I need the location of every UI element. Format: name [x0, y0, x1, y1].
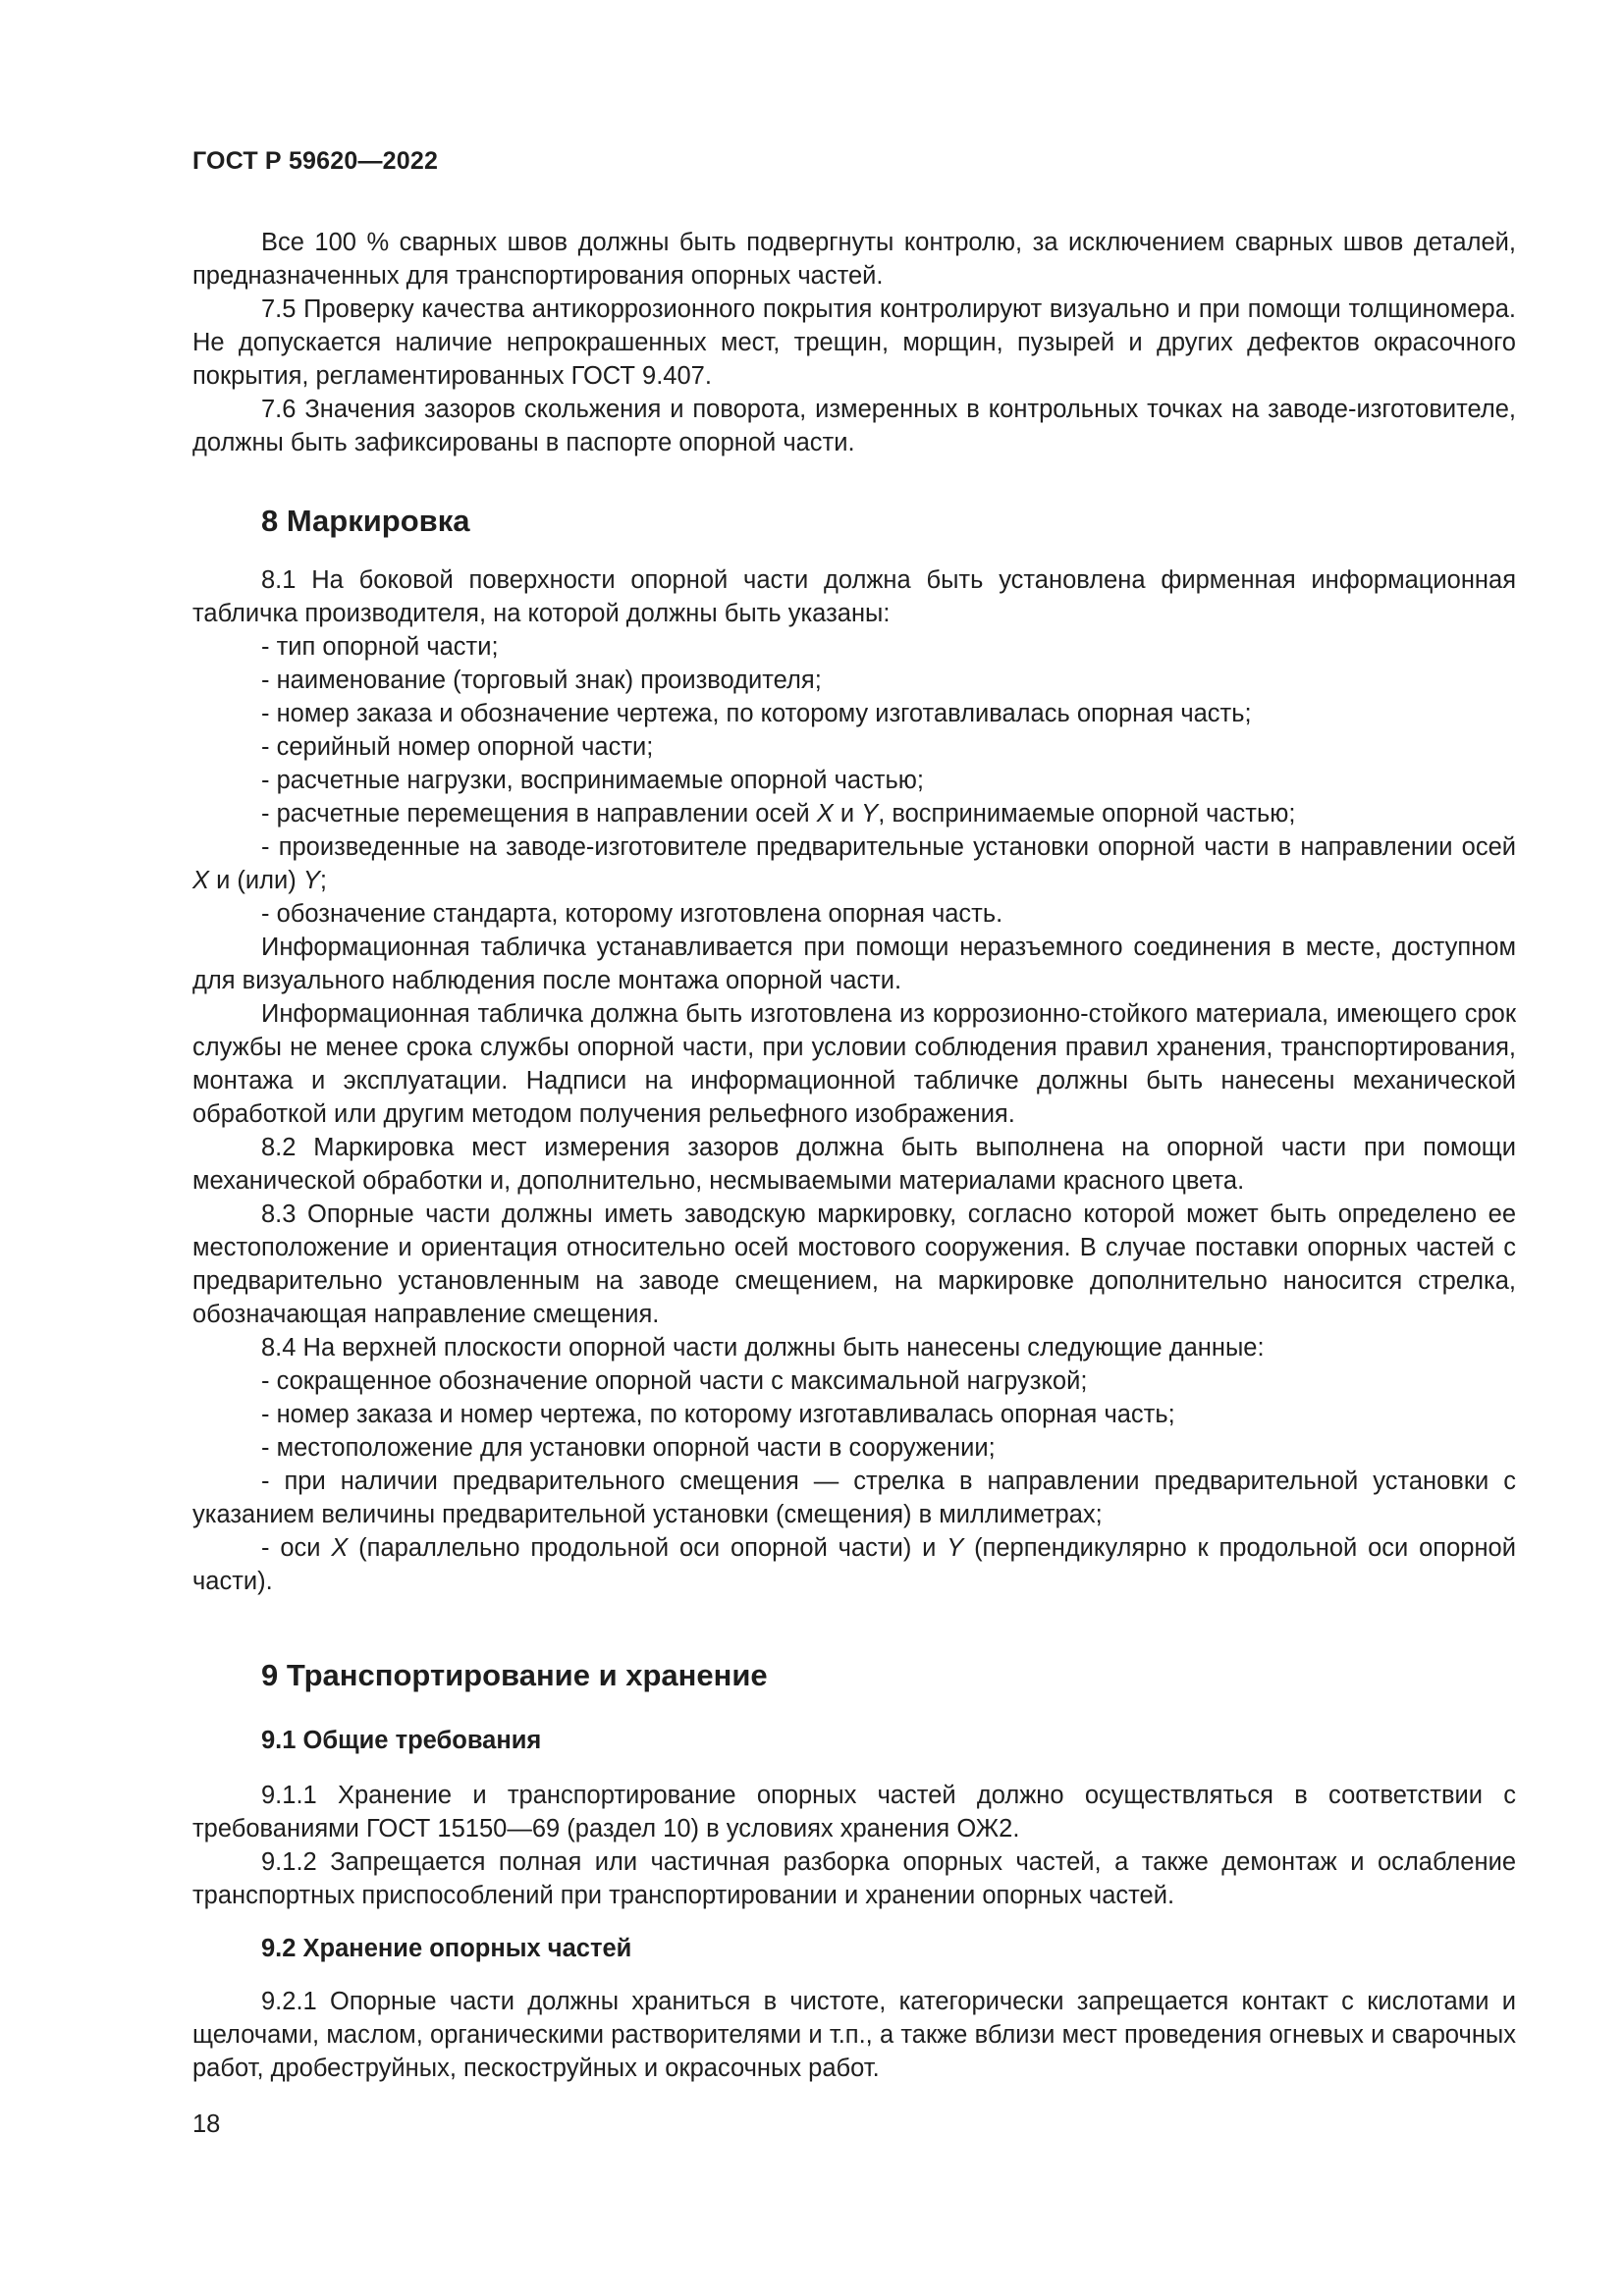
list-item: - местоположение для установки опорной части в сооружении;	[261, 1434, 996, 1462]
section-8-body	[192, 563, 1516, 1598]
document-header: ГОСТ Р 59620—2022	[192, 147, 439, 175]
subsection-9-1-heading-wrap	[192, 1724, 1516, 1757]
section-9-heading-wrap	[192, 1659, 1516, 1692]
section-8-heading: 8 Маркировка	[261, 504, 470, 538]
paragraph: Информационная табличка устанавливается при помощи неразъемного соединения в месте, доступном для визуального наблюдения после монтажа опорной части.	[192, 934, 1516, 994]
list-item: - тип опорной части;	[261, 633, 499, 661]
list-item: - номер заказа и номер чертежа, по которому изготавливалась опорная часть;	[261, 1401, 1175, 1428]
paragraph-8-2: 8.2 Маркировка мест измерения зазоров должна быть выполнена на опорной части при помощи механической обработки и, дополнительно, несмываемыми материалами красного цвета.	[192, 1134, 1516, 1195]
paragraph-7-6: 7.6 Значения зазоров скольжения и поворота, измеренных в контрольных точках на заводе-изготовителе, должны быть зафиксированы в паспорте опорной части.	[192, 396, 1516, 456]
list-item: - наименование (торговый знак) производителя;	[261, 667, 822, 694]
paragraph: Все 100 % сварных швов должны быть подвергнуты контролю, за исключением сварных швов деталей, предназначенных для транспортирования опорных частей.	[192, 229, 1516, 290]
paragraph-8-3: 8.3 Опорные части должны иметь заводскую маркировку, согласно которой может быть определено ее местоположение и ориентация относительно осей мостового сооружения. В случае поставки опорных частей с предварительно установленным на заводе смещением, на маркировке дополнительно наносится стрелка, обозначающая направление смещения.	[192, 1201, 1516, 1328]
subsection-9-1-heading: 9.1 Общие требования	[261, 1727, 542, 1754]
list-item: - сокращенное обозначение опорной части с максимальной нагрузкой;	[261, 1367, 1088, 1395]
subsection-9-2-heading-wrap	[192, 1932, 1516, 1965]
subsection-9-1-body	[192, 1779, 1516, 1912]
paragraph-8-1: 8.1 На боковой поверхности опорной части должна быть установлена фирменная информационная табличка производителя, на которой должны быть указаны:	[192, 566, 1516, 627]
list-item: - при наличии предварительного смещения — стрелка в направлении предварительной установки с указанием величины предварительной установки (смещения) в миллиметрах;	[192, 1468, 1516, 1528]
list-item: - номер заказа и обозначение чертежа, по которому изготавливалась опорная часть;	[261, 700, 1252, 727]
paragraph-7-5: 7.5 Проверку качества антикоррозионного покрытия контролируют визуально и при помощи толщиномера. Не допускается наличие непрокрашенных мест, трещин, морщин, пузырей и других дефектов окрасочного покрытия, регламентированных ГОСТ 9.407.	[192, 295, 1516, 390]
list-item: - обозначение стандарта, которому изготовлена опорная часть.	[261, 900, 1003, 928]
subsection-9-2-heading: 9.2 Хранение опорных частей	[261, 1935, 632, 1962]
subsection-9-2-body	[192, 1985, 1516, 2085]
paragraph-8-4: 8.4 На верхней плоскости опорной части должны быть нанесены следующие данные:	[261, 1334, 1265, 1362]
paragraph: Информационная табличка должна быть изготовлена из коррозионно-стойкого материала, имеющего срок службы не менее срока службы опорной части, при условии соблюдения правил хранения, транспортирования, монтажа и эксплуатации. Надписи на информационной табличке должны быть нанесены механической обработкой или другим методом получения рельефного изображения.	[192, 1000, 1516, 1128]
list-item-axes: - расчетные перемещения в направлении осей X и Y, воспринимаемые опорной частью;	[261, 800, 1296, 828]
list-item: - серийный номер опорной части;	[261, 733, 654, 761]
paragraph-9-1-2: 9.1.2 Запрещается полная или частичная разборка опорных частей, а также демонтаж и ослабление транспортных приспособлений при транспортировании и хранении опорных частей.	[192, 1848, 1516, 1909]
section-8-heading-wrap	[192, 505, 1516, 538]
section-7-end	[192, 226, 1516, 459]
paragraph-9-1-1: 9.1.1 Хранение и транспортирование опорных частей должно осуществляться в соответствии с требованиями ГОСТ 15150—69 (раздел 10) в условиях хранения ОЖ2.	[192, 1782, 1516, 1842]
list-item: - расчетные нагрузки, воспринимаемые опорной частью;	[261, 767, 924, 794]
paragraph-9-2-1: 9.2.1 Опорные части должны храниться в чистоте, категорически запрещается контакт с кислотами и щелочами, маслом, органическими растворителями и т.п., а также вблизи мест проведения огневых и сварочных работ, дробеструйных, пескоструйных и окрасочных работ.	[192, 1988, 1516, 2082]
list-item-axes-3: - оси X (параллельно продольной оси опорной части) и Y (перпендикулярно к продольной оси опорной части).	[192, 1534, 1516, 1595]
page-number: 18	[192, 2110, 221, 2138]
list-item-axes-2: - произведенные на заводе-изготовителе предварительные установки опорной части в направлении осей X и (или) Y;	[192, 833, 1516, 894]
section-9-heading: 9 Транспортирование и хранение	[261, 1658, 768, 1692]
